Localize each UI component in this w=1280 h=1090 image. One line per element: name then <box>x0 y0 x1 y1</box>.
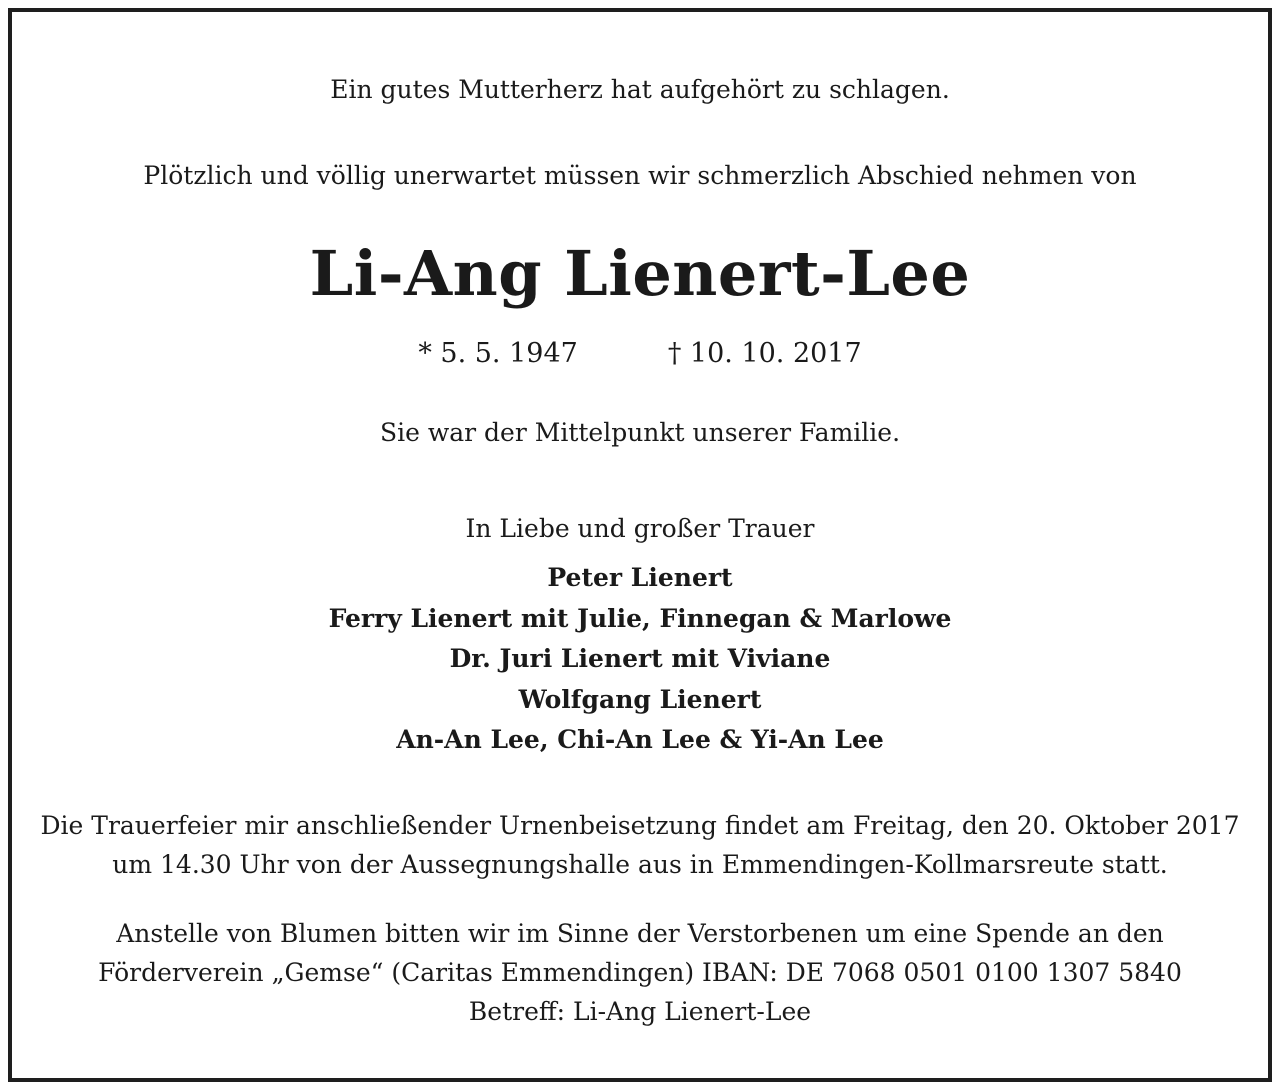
death-date: † 10. 10. 2017 <box>667 338 862 369</box>
tribute-line: Sie war der Mittelpunkt unserer Familie. <box>379 418 901 447</box>
mourner-name: An-An Lee, Chi-An Lee & Yi-An Lee <box>396 725 884 754</box>
donation-info <box>12 914 1268 1031</box>
mourning-intro: In Liebe und großer Trauer <box>465 514 815 543</box>
mourner-name: Ferry Lienert mit Julie, Finnegan & Marlowe <box>328 603 952 633</box>
deceased-name: Li-Ang Lienert-Lee <box>309 237 971 310</box>
obituary-notice <box>12 12 1268 1078</box>
ceremony-line: Die Trauerfeier mir anschließender Urnenbeisetzung findet am Freitag, den 20. Oktober 2017 <box>40 811 1240 840</box>
life-dates <box>12 338 1268 370</box>
mourner-name: Wolfgang Lienert <box>518 684 762 714</box>
donation-line: Anstelle von Blumen bitten wir im Sinne der Verstorbenen um eine Spende an den <box>116 919 1164 948</box>
farewell-line: Plötzlich und völlig unerwartet müssen wir schmerzlich Abschied nehmen von <box>143 161 1137 190</box>
ceremony-info <box>12 806 1268 884</box>
donation-line: Betreff: Li-Ang Lienert-Lee <box>468 997 812 1026</box>
mourner-name: Peter Lienert <box>547 563 733 592</box>
mourner-name: Dr. Juri Lienert mit Viviane <box>449 644 831 673</box>
donation-line: Förderverein „Gemse“ (Caritas Emmendingen) IBAN: DE 7068 0501 0100 1307 5840 <box>98 958 1182 987</box>
mourner-list <box>12 558 1268 761</box>
intro-line: Ein gutes Mutterherz hat aufgehört zu schlagen. <box>330 75 950 104</box>
ceremony-line: um 14.30 Uhr von der Aussegnungshalle aus in Emmendingen-Kollmarsreute statt. <box>112 850 1168 879</box>
obituary-frame <box>8 8 1272 1082</box>
birth-date: * 5. 5. 1947 <box>418 338 578 369</box>
